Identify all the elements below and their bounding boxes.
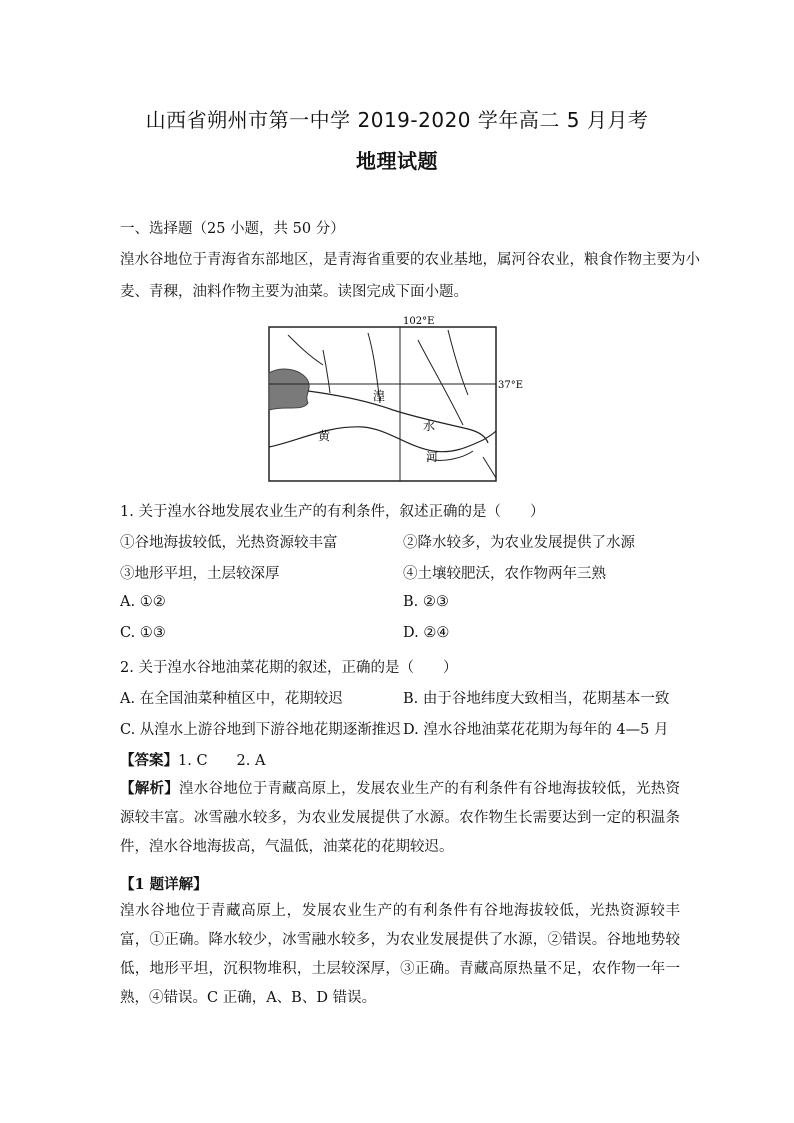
doc-title: 山西省朔州市第一中学 2019-2020 学年高二 5 月月考: [145, 108, 649, 132]
q1-statement-4: ④土壤较肥沃，农作物两年三熟: [403, 566, 606, 582]
label-huang-yellow: 黄: [318, 429, 331, 443]
section-heading: 一、选择题（25 小题，共 50 分）: [120, 221, 345, 237]
q1-statement-2: ②降水较多，为农业发展提供了水源: [403, 535, 635, 551]
q2-option-b: B. 由于谷地纬度大致相当，花期基本一致: [403, 691, 670, 707]
q2-stem: 2. 关于湟水谷地油菜花期的叙述，正确的是（ ）: [120, 660, 458, 676]
analysis-label: 【解析】: [120, 780, 179, 797]
detail1-paragraph: 湟水谷地位于青藏高原上，发展农业生产的有利条件有谷地海拔较低，光热资源较丰富，①正确。降水较少，冰雪融水较多，为农业发展提供了水源，②错误。谷地地势较低，地形平坦，沉积物堆积，土层较深厚，③正确。青藏高原热量不足，农作物一年一熟，④错误。C 正确，A、B、D 错误。: [120, 903, 680, 1006]
q1-statement-3: ③地形平坦，土层较深厚: [120, 566, 280, 582]
q1-statement-1: ①谷地海拔较低，光热资源较丰富: [120, 535, 338, 551]
q1-option-d: D. ②④: [403, 625, 450, 641]
answer-line: [120, 749, 265, 770]
intro-line-2: 麦、青稞，油料作物主要为油菜。读图完成下面小题。: [120, 284, 468, 300]
detail1-label: 【1 题详解】: [120, 876, 208, 893]
label-he: 河: [426, 450, 439, 464]
q2-option-d: D. 湟水谷地油菜花花期为每年的 4—5 月: [403, 722, 669, 738]
label-huang: 湟: [373, 389, 386, 403]
q1-stem: 1. 关于湟水谷地发展农业生产的有利条件，叙述正确的是（ ）: [120, 504, 545, 520]
doc-subtitle: 地理试题: [356, 149, 438, 173]
q1-option-c: C. ①③: [120, 625, 166, 641]
lake-shape: [269, 369, 309, 410]
lon-label: 102°E: [403, 316, 435, 327]
lat-label: 37°E: [498, 380, 524, 391]
answer-label: 【答案】: [120, 752, 178, 769]
q2-option-a: A. 在全国油菜种植区中，花期较迟: [120, 691, 343, 707]
analysis-text: 湟水谷地位于青藏高原上，发展农业生产的有利条件有谷地海拔较低，光热资源较丰富。冰雪融水较多，为农业发展提供了水源。农作物生长需要达到一定的积温条件，湟水谷地海拔高，气温低，油菜花的花期较迟。: [120, 781, 681, 855]
q1-option-a: A. ①②: [120, 594, 166, 610]
q1-option-b: B. ②③: [403, 594, 449, 610]
label-shui: 水: [423, 419, 436, 433]
analysis-paragraph: [120, 774, 680, 862]
huangshui-map: [268, 315, 524, 483]
answer-text: 1. C 2. A: [178, 753, 266, 769]
intro-line-1: 湟水谷地位于青海省东部地区，是青海省重要的农业基地，属河谷农业，粮食作物主要为小: [120, 252, 700, 268]
q2-option-c: C. 从湟水上游谷地到下游谷地花期逐渐推迟: [120, 722, 401, 738]
